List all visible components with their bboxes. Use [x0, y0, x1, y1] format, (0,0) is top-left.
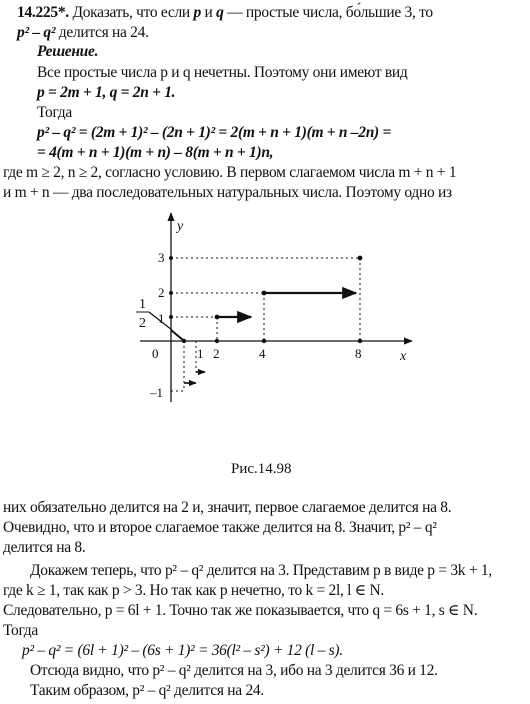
point-2-1 [215, 315, 220, 320]
y-tick-label: 1 [158, 311, 165, 326]
point-8-0 [358, 339, 362, 343]
y-tick-label: 3 [158, 250, 165, 265]
problem-number: 14.225*. [17, 4, 69, 21]
x-tick-label: 1 [197, 346, 204, 361]
point-on-x-axis [182, 339, 186, 343]
y-axis-label: y [177, 219, 184, 234]
solution-line-4: p² – q² = (2m + 1)² – (2n + 1)² = 2(m + n + 1)(m + n –2n) = [37, 124, 391, 141]
solution-line-1: Все простые числа p и q нечетны. Поэтому они имеют вид [37, 64, 408, 81]
figure-caption: Рис.14.98 [231, 461, 292, 477]
x-tick-label: 4 [259, 346, 266, 361]
solution-heading: Решение. [37, 43, 99, 60]
text-line-6: Следовательно, p = 6l + 1. Точно так же показывается, что q = 6s + 1, s ∈ N. [3, 602, 478, 619]
text-line-9: Отсюда видно, что p² – q² делится на 3, ибо на 3 делится 36 и 12. [30, 662, 438, 679]
problem-statement-c: делится на 24. [58, 24, 149, 41]
problem-var-p: p [193, 4, 201, 21]
x-tick-label: 2 [213, 346, 220, 361]
half-numerator: 1 [139, 297, 146, 312]
y-tick-label: –1 [150, 385, 163, 400]
x-tick-label: 8 [355, 346, 362, 361]
guide-lines [171, 258, 360, 391]
solution-line-7: и m + n — два последовательных натуральных числа. Поэтому одно из [3, 184, 452, 201]
step-segment-half [171, 330, 183, 340]
problem-var-q: q [216, 4, 224, 21]
problem-statement-a: Доказать, что если [72, 4, 190, 21]
text-line-3: делится на 8. [3, 539, 86, 556]
half-denominator: 2 [139, 316, 146, 331]
text-line-4: Докажем теперь, что p² – q² делится на 3. Представим p в виде p = 3k + 1, [30, 562, 492, 579]
problem-and: и [204, 4, 213, 21]
point-0-1 [169, 315, 173, 319]
origin-label: 0 [152, 346, 159, 361]
point-4-2 [262, 291, 267, 296]
x-axis-label: x [400, 349, 407, 364]
solution-line-6: где m ≥ 2, n ≥ 2, согласно условию. В первом слагаемом числа m + n + 1 [3, 164, 457, 181]
y-tick-label: 2 [158, 285, 165, 300]
text-line-10: Таким образом, p² – q² делится на 24. [30, 682, 264, 699]
solution-line-3: Тогда [37, 104, 72, 121]
problem-expression: p² – q² [17, 24, 56, 41]
solution-line-2: p = 2m + 1, q = 2n + 1. [37, 84, 176, 101]
text-line-1: них обязательно делится на 2 и, значит, первое слагаемое делится на 8. [3, 499, 452, 516]
solution-line-5: = 4(m + n + 1)(m + n) – 8(m + n + 1)n, [37, 144, 274, 161]
text-line-8: p² – q² = (6l + 1)² – (6s + 1)² = 36(l² – s²) + 12 (l – s). [22, 642, 343, 659]
point-4-0 [262, 339, 266, 343]
point-2-0 [215, 339, 219, 343]
text-line-5: где k ≥ 1, так как p > 3. Но так как p нечетно, то k = 2l, l ∈ N. [3, 582, 384, 599]
text-line-7: Тогда [3, 622, 38, 639]
point-0-2 [169, 291, 173, 295]
problem-statement-b: — простые числа, бо́льшие 3, то [227, 4, 433, 21]
point-0-3 [169, 256, 173, 260]
point-8-3 [358, 256, 363, 261]
text-line-2: Очевидно, что и второе слагаемое также делится на 8. Значит, p² – q² [3, 519, 437, 536]
